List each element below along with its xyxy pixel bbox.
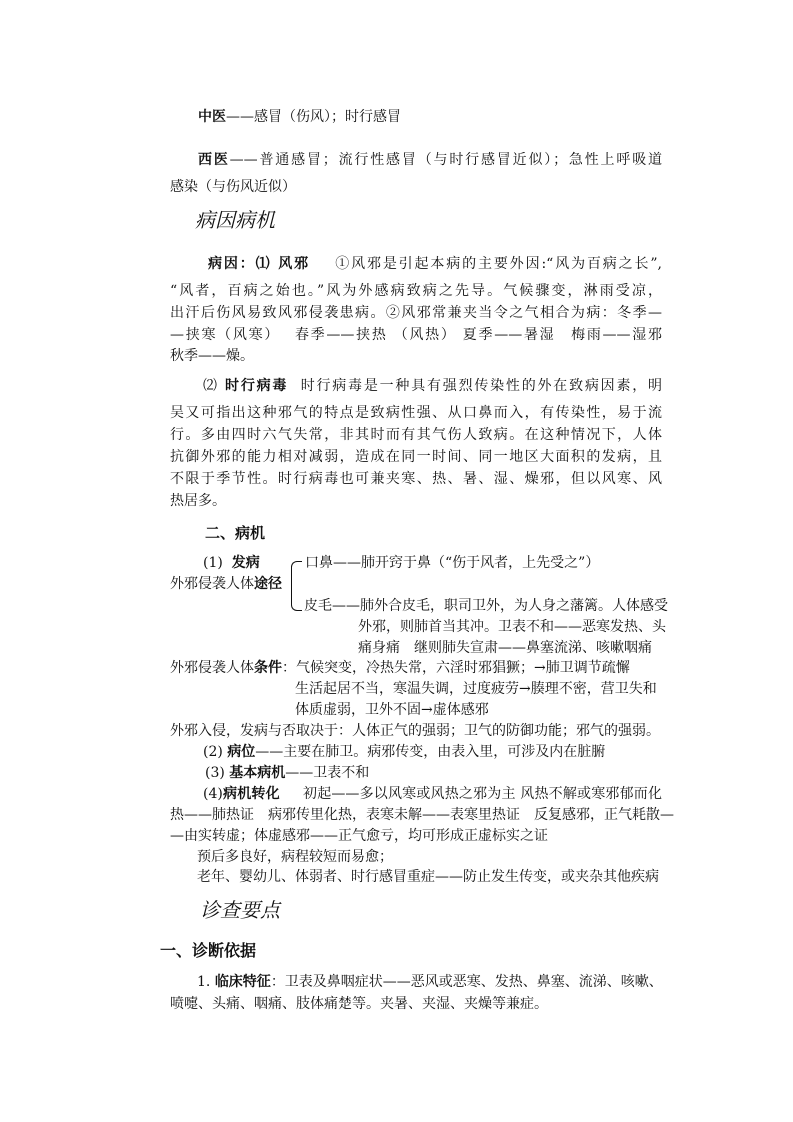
prognosis-text: 老年、婴幼儿、体弱者、时行感冒重症——防止发生传变，或夹杂其他疾病 [197, 869, 659, 885]
condition-text: ：气候突变，冷热失常，六淫时邪猖獗；→肺卫调节疏懈 [282, 660, 630, 676]
wm-text: ——普通感冒；流行性感冒（与时行感冒近似）；急性上呼吸道 [229, 152, 663, 168]
epidemic-text: 时行病毒是一种具有强烈传染性的外在致病因素，明 [300, 378, 663, 394]
tcm-line [198, 107, 690, 127]
condition-label: 条件 [254, 660, 282, 676]
prognosis-text: 预后多良好，病程较短而易愈； [197, 849, 393, 865]
route-skin: 痛身痛 继则肺失宣肃——鼻塞流涕、咳嗽咽痛 [358, 640, 652, 656]
clinical-text: ：卫表及鼻咽症状——恶风或恶寒、发热、鼻塞、流涕、咳嗽、 [270, 974, 663, 990]
route-mouth-nose: 口鼻——肺开窍于鼻（“伤于风者，上先受之”） [305, 555, 600, 571]
wind-text: ①风邪是引起本病的主要外因:“风为百病之长”, [335, 256, 663, 272]
transform-text: 热——肺热证 病邪传里化热，表寒未解——表寒里热证 反复感邪，正气耗散— [170, 807, 674, 823]
condition-line [170, 658, 662, 678]
onset-label: 发病 [231, 555, 260, 571]
transform-line [203, 784, 662, 804]
basic-label: 基本病机 [229, 765, 286, 781]
epidemic-text: 热居多。 [170, 493, 226, 509]
clinical-text: 喷嚏、头痛、咽痛、肢体痛楚等。夹暑、夹湿、夹燥等兼症。 [170, 996, 548, 1012]
transform-text: 初起——多以风寒或风热之邪为主 风热不解或寒邪郁而化 [303, 786, 662, 802]
clinical-label: 临床特征 [214, 974, 271, 990]
epidemic-text: 抗御外邪的能力相对减弱，造成在同一时间、同一地区大面积的发病，且 [170, 449, 662, 465]
section-title-etiology: 病因病机 [195, 208, 275, 232]
route-skin: 外邪，则肺首当其冲。卫表不和——恶寒发热、头 [358, 619, 666, 635]
condition-text: 体质虚弱，卫外不固→虚体感邪 [295, 702, 489, 718]
wm-text-cont: 感染（与伤风近似） [170, 179, 296, 195]
epidemic-text: 行。多由四时六气失常，非其时而有其气伤人致病。在这种情况下，人体 [170, 427, 662, 443]
tcm-label: 中医 [198, 109, 226, 125]
basic-num: (3) [205, 765, 225, 781]
epidemic-text: 不限于季节性。时行病毒也可兼夹寒、热、暑、湿、燥邪，但以风寒、风 [170, 471, 662, 487]
cause-label: 病因： [208, 256, 256, 272]
wind-text: “风者，百病之始也。”风为外感病致病之先导。气候骤变，淋雨受凉， [170, 283, 662, 299]
epidemic-line [203, 376, 662, 396]
location-text: ——主要在肺卫。病邪传变，由表入里，可涉及内在脏腑 [255, 744, 606, 760]
condition-prefix: 外邪侵袭人体 [170, 660, 254, 676]
location-line [203, 742, 695, 762]
epidemic-label: 时行病毒 [225, 378, 289, 394]
wind-label: ⑴ 风邪 [255, 256, 310, 272]
clinical-num: 1. [197, 974, 211, 990]
decide-text: 外邪入侵，发病与否取决于：人体正气的强弱；卫气的防御功能；邪气的强弱。 [170, 723, 660, 739]
wm-line [198, 150, 662, 170]
clinical-line [197, 972, 662, 992]
section-title-diagnosis: 诊查要点 [200, 898, 280, 922]
location-num: (2) [203, 744, 223, 760]
epidemic-num: ⑵ [203, 378, 219, 394]
section-title-pathogenesis: 二、病机 [205, 524, 266, 542]
basic-text: ——卫表不和 [285, 765, 370, 781]
route-label: 途径 [254, 576, 282, 592]
condition-text: 生活起居不当，寒温失调，过度疲劳→腠理不密，营卫失和 [295, 681, 657, 697]
route-prefix: 外邪侵袭人体 [170, 576, 254, 592]
diagnosis-basis-heading: 一、诊断依据 [160, 941, 257, 960]
wind-text: 秋季——燥。 [170, 348, 254, 364]
epidemic-text: 吴又可指出这种邪气的特点是致病性强、从口鼻而入，有传染性，易于流 [170, 405, 662, 421]
location-label: 病位 [227, 744, 256, 760]
onset-num: (1) [203, 555, 223, 571]
route-skin: 皮毛——肺外合皮毛，职司卫外，为人身之藩篱。人体感受 [304, 598, 668, 614]
wm-label: 西医 [198, 152, 230, 168]
route-line [170, 574, 662, 594]
cause-line [208, 254, 662, 274]
transform-label: 病机转化 [222, 786, 280, 802]
basic-line [205, 763, 697, 783]
transform-text: —由实转虚；体虚感邪——正气愈亏，均可形成正虚标实之证 [170, 828, 548, 844]
tcm-text: ——感冒（伤风）；时行感冒 [226, 109, 401, 125]
wind-text: —挟寒（风寒） 春季——挟热 （风热） 夏季——暑湿 梅雨——湿邪 [170, 327, 662, 343]
wind-text: 出汗后伤风易致风邪侵袭患病。②风邪常兼夹当令之气相合为病：冬季— [170, 305, 662, 321]
transform-num: (4) [203, 786, 223, 802]
